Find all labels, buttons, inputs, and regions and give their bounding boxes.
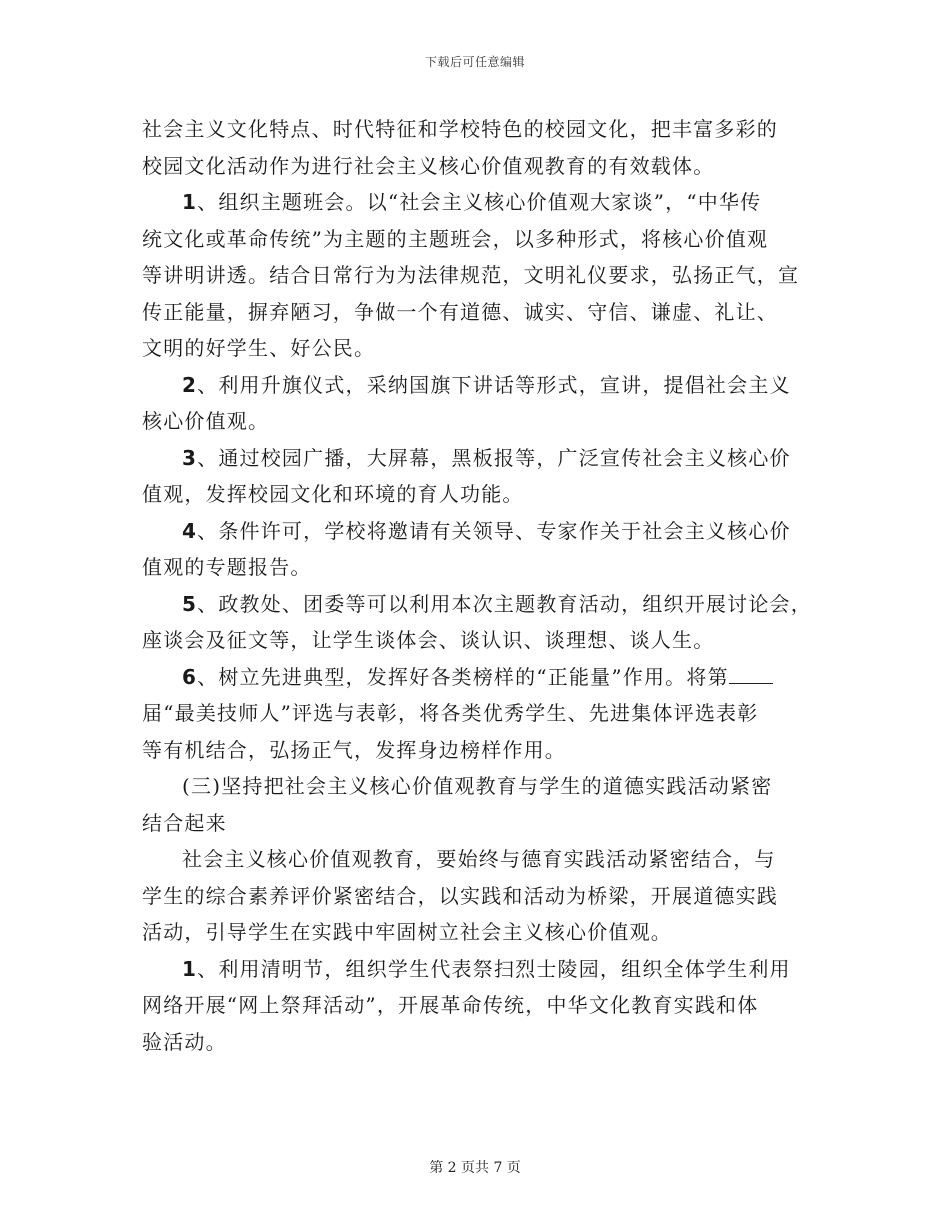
text-line [142, 367, 810, 404]
text-segment: 、利用清明节，组织学生代表祭扫烈士陵园，组织全体学生利用 [197, 956, 791, 981]
paragraph [142, 367, 810, 440]
text-line [142, 440, 810, 477]
text-line: 文明的好学生、好公民。 [142, 336, 376, 360]
paragraph [142, 841, 810, 951]
text-line: 校园文化活动作为进行社会主义核心价值观教育的有效载体。 [142, 153, 715, 178]
item-number: 1 [182, 956, 198, 981]
page-header: 下载后可任意编辑 [424, 55, 525, 69]
document-body [142, 111, 810, 1060]
text-line [142, 951, 810, 988]
text-segment: 、树立先进典型，发挥好各类榜样的“正能量”作用。将第 [197, 664, 729, 689]
text-line: 结合起来 [142, 810, 227, 835]
text-line [142, 586, 810, 623]
text-line: (三)坚持把社会主义核心价值观教育与学生的道德实践活动紧密 [182, 774, 773, 798]
text-line: 统文化或革命传统”为主题的主题班会，以多种形式，将核心价值观 [142, 226, 769, 251]
page-footer: 第 2 页共 7 页 [429, 1160, 521, 1176]
text-segment: 、政教处、团委等可以利用本次主题教育活动，组织开展讨论会， [197, 591, 812, 616]
text-line: 届“最美技师人”评选与表彰，将各类优秀学生、先进集体评选表彰 [142, 701, 759, 725]
text-line: 社会主义核心价值观教育，要始终与德育实践活动紧密结合，与 [182, 847, 776, 871]
text-line: 网络开展“网上祭拜活动”，开展革命传统，中华文化教育实践和体 [142, 993, 759, 1017]
paragraph [142, 659, 810, 769]
text-line: 活动，引导学生在实践中牢固树立社会主义核心价值观。 [142, 920, 672, 944]
text-line: 值观，发挥校园文化和环境的育人功能。 [142, 482, 524, 506]
text-segment: 、通过校园广播，大屏幕，黑板报等，广泛宣传社会主义核心价 [197, 445, 791, 470]
paragraph [142, 184, 810, 367]
paragraph [142, 951, 810, 1061]
paragraph [142, 440, 810, 513]
fill-in-blank [729, 665, 773, 684]
text-line: 学生的综合素养评价紧密结合，以实践和活动为桥梁，开展道德实践 [142, 883, 778, 908]
text-line: 等有机结合，弘扬正气，发挥身边榜样作用。 [142, 737, 566, 762]
text-segment: 、组织主题班会。以“社会主义核心价值观大家谈”，“中华传 [197, 190, 762, 214]
text-segment: 、条件许可，学校将邀请有关领导、专家作关于社会主义核心价 [197, 518, 791, 543]
item-number: 5 [182, 591, 198, 616]
text-line: 社会主义文化特点、时代特征和学校特色的校园文化，把丰富多彩的 [142, 117, 778, 141]
section-heading [142, 768, 810, 841]
text-line: 等讲明讲透。结合日常行为为法律规范，文明礼仪要求，弘扬正气，宣 [142, 263, 800, 287]
text-line [142, 659, 810, 696]
text-line: 核心价值观。 [142, 409, 270, 433]
paragraph [142, 586, 810, 659]
text-line: 座谈会及征文等，让学生谈体会、谈认识、谈理想、谈人生。 [142, 628, 715, 652]
paragraph [142, 111, 810, 184]
item-number: 3 [182, 445, 198, 470]
text-line: 验活动。 [142, 1029, 227, 1054]
text-line [142, 184, 810, 221]
text-line: 传正能量，摒弃陋习，争做一个有道德、诚实、守信、谦虚、礼让、 [142, 299, 778, 324]
text-segment: 、利用升旗仪式，采纳国旗下讲话等形式，宣讲，提倡社会主义 [197, 372, 791, 397]
item-number: 6 [182, 664, 198, 689]
item-number: 2 [182, 372, 198, 397]
text-line [142, 513, 810, 550]
item-number: 1 [182, 190, 198, 214]
text-line: 值观的专题报告。 [142, 555, 312, 579]
paragraph [142, 513, 810, 586]
item-number: 4 [182, 518, 198, 543]
